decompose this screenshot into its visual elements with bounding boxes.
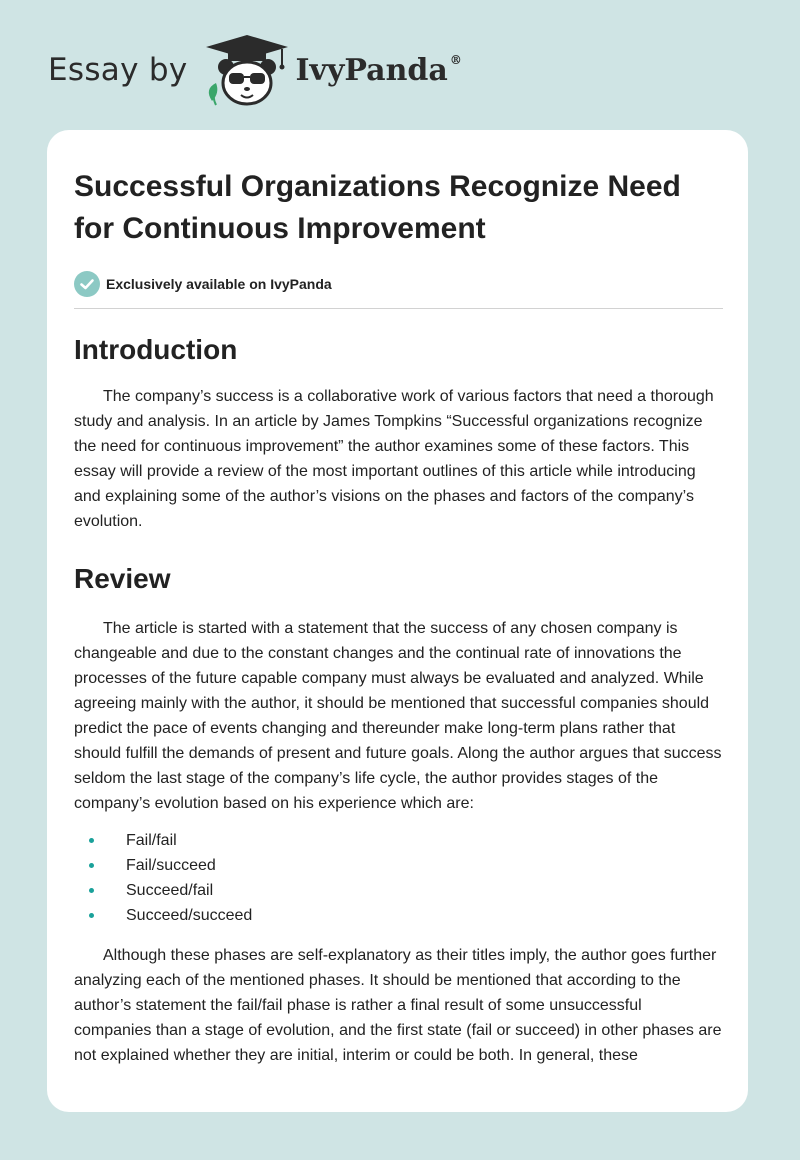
list-item: Fail/fail: [74, 828, 723, 853]
brand-prefix: Essay by: [48, 52, 188, 88]
section-heading-review: Review: [74, 563, 171, 594]
exclusive-badge: [74, 270, 723, 298]
page-title: Successful Organizations Recognize Need for Continuous Improvement: [74, 170, 681, 245]
badge-label: Exclusively available on IvyPanda: [106, 276, 332, 292]
brand-name[interactable]: IvyPanda ®: [295, 52, 462, 88]
panda-logo-icon[interactable]: [202, 31, 292, 109]
list-item: Succeed/fail: [74, 878, 723, 903]
review-paragraph: Although these phases are self-explanatory as their titles imply, the author goes further analyzing each of the mentioned phases. It should be mentioned that according to the author’s statement the fail/fail phase is rather a final result of some unsuccessful companies than a stage of evolution, and the first state (fail or succeed) in other phases are not explained whether they are initial, interim or could be both. In general, these: [74, 947, 722, 1064]
list-item: Fail/succeed: [74, 853, 723, 878]
intro-paragraph: The company’s success is a collaborative work of various factors that need a thorough study and analysis. In an article by James Tompkins “Successful organizations recognize the need for continuous improvement” the author examines some of these factors. This essay will provide a review of the most important outlines of this article while introducing and explaining some of the author’s visions on the phases and factors of the company’s evolution.: [74, 388, 714, 530]
title-divider: [74, 308, 723, 309]
list-item: Succeed/succeed: [74, 903, 723, 928]
essay-card: [47, 130, 748, 1112]
phases-list: [74, 828, 723, 928]
review-paragraph: The article is started with a statement that the success of any chosen company is changeable and due to the constant changes and the continual rate of innovations the processes of the future capable company must always be evaluated and analyzed. While agreeing mainly with the author, it should be mentioned that successful companies should predict the pace of events changing and thereunder make long-term plans rather that should fulfill the demands of present and future goals. Along the author argues that success seldom the last stage of the company’s life cycle, the author provides stages of the company’s evolution based on his experience which are:: [74, 620, 722, 812]
section-heading-introduction: Introduction: [74, 334, 238, 365]
check-circle-icon: [74, 271, 100, 297]
site-header: [48, 30, 462, 110]
